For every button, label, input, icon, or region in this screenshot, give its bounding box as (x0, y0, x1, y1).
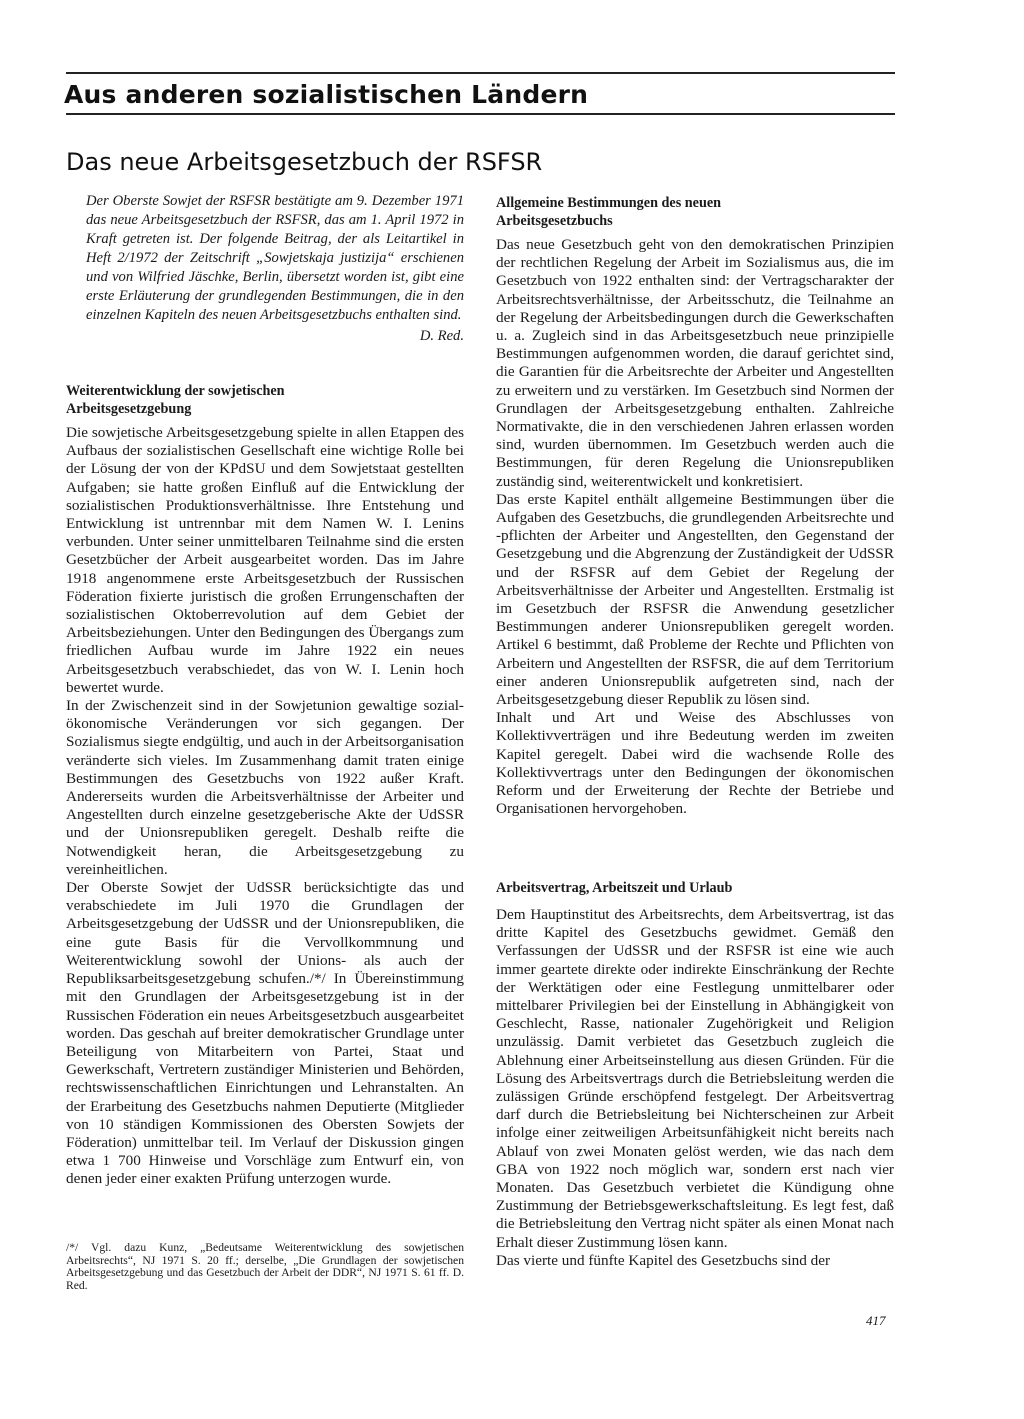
section-title: Aus anderen sozialistischen Ländern (64, 80, 589, 109)
intro-text: Der Oberste Sowjet der RSFSR bestätigte am 9. Dezember 1971 das neue Arbeitsgesetzbuch der RSFSR, das am 1. April 1972 in Kraft getreten ist. Der folgende Beitrag, der als Leitartikel in Heft 2/1972 der Zeitschrift „Sowjetskaja justizija“ erschienen und von Wilfried Jäschke, Berlin, übersetzt worden ist, gibt eine erste Erläuterung der grundlegenden Bestimmungen, die in den einzelnen Kapiteln des neuen Arbeitsgesetzbuchs enthalten sind. (86, 193, 464, 323)
footnote: /*/ Vgl. dazu Kunz, „Bedeutsame Weiterentwicklung des sowjetischen Arbeitsrechts“, NJ 1971 S. 20 ff.; derselbe, „Die Grundlagen der sowjetischen Arbeitsgesetzgebung und das Gesetzbuch der Arbeit der DDR“, NJ 1971 S. 61 ff. D. Red. (66, 1241, 464, 1292)
right-subhead-1: Allgemeine Bestimmungen des neuen Arbeitsgesetzbuchs (496, 195, 722, 229)
left-paragraph-2: In der Zwischenzeit sind in der Sowjetunion gewaltige sozial-ökonomische Veränderungen vor sich gegangen. Der Sozialismus siegte endgültig, und auch in der Arbeitsorganisation veränderte sich vieles. Im Zusammenhang damit traten einige Bestimmungen des Gesetzbuchs von 1922 außer Kraft. Andererseits wurden die Arbeitsverhältnisse der Arbeiter und Angestellten durch einzelne gesetzgeberische Akte der UdSSR und der Unionsrepubliken geregelt. Deshalb reifte die Notwendigkeit heran, die Arbeitsgesetzgebung zu vereinheitlichen. (66, 697, 464, 878)
right-subhead-2: Arbeitsvertrag, Arbeitszeit und Urlaub (496, 880, 733, 896)
left-paragraph-1: Die sowjetische Arbeitsgesetzgebung spielte in allen Etappen des Aufbaus der sozialistischen Gesellschaft eine wichtige Rolle bei der Lösung der von der KPdSU und dem Sowjetstaat gestellten Aufgaben; sie hatte großen Einfluß auf die Entwicklung der sozialistischen Produktionsverhältnisse. Ihre Entstehung und Entwicklung ist untrennbar mit dem Namen W. I. Lenins verbunden. Unter seiner unmittelbaren Teilnahme sind die ersten Gesetzbücher der Arbeit ausgearbeitet worden. Das im Jahre 1918 angenommene erste Arbeitsgesetzbuch der Russischen Föderation fixierte juristisch die großen Errungenschaften der sozialistischen Oktoberrevolution auf dem Gebiet der Arbeitsbeziehungen. Unter den Bedingungen des Übergangs zum friedlichen Aufbau wurde im Jahre 1922 ein neues Arbeitsgesetzbuch verabschiedet, das von W. I. Lenin hoch bewertet wurde. (66, 424, 464, 696)
left-paragraph-3: Der Oberste Sowjet der UdSSR berücksichtigte das und verabschiedete im Juli 1970 die Grundlagen der Arbeitsgesetzgebung der UdSSR und der Unionsrepubliken, die eine gute Basis für die Vervollkommnung und Weiterentwicklung sowohl der Unions- als auch der Republiksarbeitsgesetzgebung schufen./*/ In Übereinstimmung mit den Grundlagen der Arbeitsgesetzgebung ist in der Russischen Föderation ein neues Arbeitsgesetzbuch ausgearbeitet worden. Das geschah auf breiter demokratischer Grundlage unter Beteiligung von Mitarbeitern von Partei, Staat und Gewerkschaft, Vertretern zuständiger Ministerien und Behörden, rechtswissenschaftlichen Einrichtungen und Lehranstalten. An der Erarbeitung des Gesetzbuchs nahmen Deputierte (Mitglieder von 10 ständigen Kommissionen des Obersten Sowjets der Föderation) unmittelbar teil. Im Verlauf der Diskussion gingen etwa 1 700 Hinweise und Vorschläge zum Entwurf ein, von denen jeder einer exakten Prüfung unterzogen wurde. (66, 879, 464, 1188)
right-paragraph-3: Inhalt und Art und Weise des Abschlusses von Kollektivverträgen und ihre Bedeutung werden im zweiten Kapitel geregelt. Dabei wird die wachsende Rolle des Kollektivvertrags unter den Bedingungen der ökonomischen Reform und der Erweiterung der Rechte der Betriebe und Organisationen hervorgehoben. (496, 709, 894, 818)
right-body-2 (496, 906, 894, 1270)
right-paragraph-5: Das vierte und fünfte Kapitel des Gesetzbuchs sind der (496, 1251, 831, 1269)
section-rule (66, 113, 895, 115)
intro-signoff: D. Red. (419, 328, 464, 344)
article-title: Das neue Arbeitsgesetzbuch der RSFSR (66, 148, 543, 176)
right-paragraph-2: Das erste Kapitel enthält allgemeine Bestimmungen über die Aufgaben des Gesetzbuchs, die grundlegenden Arbeitsrechte und -pflichten der Arbeiter und Angestellten, den Gegenstand der Gesetzgebung und die Abgrenzung der Zuständigkeit der UdSSR und der RSFSR auf dem Gebiet der Regelung der Arbeitsverhältnisse der Arbeiter und Angestellten. Erstmalig ist im Gesetzbuch der RSFSR die Anwendung gesetzlicher Bestimmungen anderer Unionsrepubliken geregelt worden. Artikel 6 bestimmt, daß Probleme der Rechte und Pflichten von Arbeitern und Angestellten der RSFSR, die auf dem Territorium einer anderen Unionsrepublik aufgetreten sind, nach der Arbeitsgesetzgebung dieser Republik zu lösen sind. (496, 490, 894, 709)
left-body (66, 424, 464, 1189)
top-rule (66, 72, 895, 74)
page-number: 417 (866, 1313, 886, 1328)
left-subhead: Weiterentwicklung der sowjetischen Arbeitsgesetzgebung (66, 383, 285, 417)
right-body-1 (496, 236, 894, 819)
right-paragraph-1: Das neue Gesetzbuch geht von den demokratischen Prinzipien der rechtlichen Regelung der Arbeit im Sozialismus aus, die im Gesetzbuch von 1922 enthalten sind: der Vertragscharakter der Arbeitsrechtsverhältnisse, der Arbeitsschutz, die Teilnahme an der Regelung der Arbeitsbedingungen durch die Gewerkschaften u. a. Zugleich sind in das Arbeitsgesetzbuch neue prinzipielle Bestimmungen aufgenommen worden, die darauf gerichtet sind, die Garantien für die Arbeitsrechte der Arbeiter und Angestellten zu erweitern und zu verstärken. Im Gesetzbuch sind Normen der Grundlagen der Arbeitsgesetzgebung enthalten. Zahlreiche Normativakte, die in den verschiedenen Jahren erlassen worden sind, wurden übernommen. Im Gesetzbuch werden auch die Bestimmungen, für deren Regelung die Unionsrepubliken zuständig sind, weiterentwickelt und konkretisiert. (496, 236, 894, 490)
editorial-intro (86, 192, 464, 346)
right-paragraph-4: Dem Hauptinstitut des Arbeitsrechts, dem Arbeitsvertrag, ist das dritte Kapitel des Gesetzbuchs gewidmet. Gemäß den Verfassungen der UdSSR und der RSFSR ist eine wie auch immer geartete direkte oder indirekte Einschränkung der Rechte der Werktätigen oder eine Festlegung unmittelbarer oder mittelbarer Privilegien bei der Einstellung in Abhängigkeit von Geschlecht, Rasse, nationaler Zugehörigkeit und Religion unzulässig. Damit verbietet das Gesetzbuch zugleich die Ablehnung einer Arbeitseinstellung aus diesen Gründen. Für die Lösung des Arbeitsvertrags durch die Betriebsleitung werden die zulässigen Gründe erschöpfend festgelegt. Der Arbeitsvertrag darf durch die Betriebsleitung bei Nichterscheinen zur Arbeit infolge einer zeitweiligen Arbeitsunfähigkeit nicht bereits nach Ablauf von zwei Monaten gelöst werden, wie das nach dem GBA von 1922 noch möglich war, sondern erst nach vier Monaten. Das Gesetzbuch verbietet die Kündigung ohne Zustimmung der Betriebsgewerkschaftsleitung. Es legt fest, daß die Betriebsleitung den Vertrag nicht später als einen Monat nach Erhalt dieser Zustimmung lösen kann. (496, 906, 894, 1251)
